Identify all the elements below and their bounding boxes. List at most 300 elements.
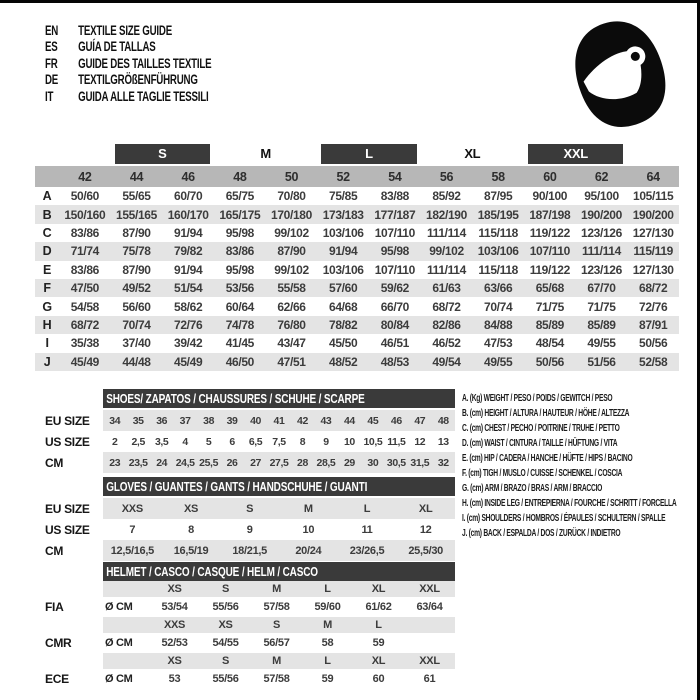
value-cell: 7,5 bbox=[272, 435, 286, 448]
value-cell: 35 bbox=[132, 414, 144, 427]
size-value-cell: 47/53 bbox=[484, 336, 513, 351]
size-value-cell: 83/86 bbox=[70, 262, 99, 277]
size-value-cell: 56/60 bbox=[122, 299, 151, 314]
size-value-cell: 57/60 bbox=[329, 281, 358, 296]
value-cell: 61 bbox=[423, 673, 436, 685]
size-value-cell: 87/90 bbox=[122, 225, 151, 240]
value-cell: 55/56 bbox=[212, 673, 239, 685]
size-value-cell: 44/48 bbox=[122, 354, 151, 369]
row-label: CM bbox=[45, 543, 64, 558]
size-value-cell: 99/102 bbox=[274, 225, 309, 240]
size-value-cell: 115/119 bbox=[633, 244, 673, 259]
size-value-cell: 41/45 bbox=[225, 336, 254, 351]
legend-item: C. (cm) CHEST / PECHO / POITRINE / TRUHE / PETTO bbox=[462, 423, 620, 434]
language-code: EN bbox=[45, 22, 59, 38]
value-cell: 2 bbox=[112, 435, 118, 448]
value-cell: 60 bbox=[372, 673, 385, 685]
size-label-cell: XXS bbox=[163, 619, 186, 631]
language-code: IT bbox=[45, 88, 54, 104]
row-values bbox=[103, 410, 455, 431]
size-value-cell: 103/106 bbox=[322, 262, 364, 277]
size-value-cell: 173/183 bbox=[322, 207, 364, 222]
helmet-size-labels bbox=[103, 581, 455, 597]
size-label-cell: XXL bbox=[419, 583, 440, 595]
language-code: FR bbox=[45, 55, 58, 71]
value-cell: 53/54 bbox=[161, 601, 188, 613]
value-cell: 45 bbox=[367, 414, 379, 427]
size-value-cell: 115/118 bbox=[478, 262, 518, 277]
value-cell: 24,5 bbox=[175, 456, 195, 469]
size-value-cell: 78/82 bbox=[329, 317, 358, 332]
spacer bbox=[45, 562, 103, 581]
size-value-cell: 80/84 bbox=[380, 317, 409, 332]
size-value-cell: 71/75 bbox=[535, 299, 564, 314]
value-cell: 23 bbox=[109, 456, 121, 469]
language-code: DE bbox=[45, 72, 59, 88]
helmet-values bbox=[103, 633, 455, 653]
size-value-cell: 55/58 bbox=[277, 281, 306, 296]
value-cell: 34 bbox=[109, 414, 121, 427]
value-cell: 30,5 bbox=[386, 456, 406, 469]
helmet-size-row bbox=[45, 617, 455, 633]
size-value-cell: 48/52 bbox=[329, 354, 358, 369]
value-cell: 24 bbox=[156, 456, 168, 469]
size-value-cell: 99/102 bbox=[274, 262, 309, 277]
size-value-cell: 48/53 bbox=[380, 354, 409, 369]
size-value-cell: 91/94 bbox=[329, 244, 358, 259]
size-value-cell: 115/118 bbox=[478, 225, 518, 240]
value-cell: 44 bbox=[343, 414, 355, 427]
language-title: TEXTILE SIZE GUIDE bbox=[78, 22, 172, 38]
size-value-cell: 111/114 bbox=[427, 225, 466, 240]
row-letter: D bbox=[42, 244, 52, 259]
helmet-table-rows bbox=[45, 581, 455, 689]
textile-table-body bbox=[35, 187, 679, 371]
size-value-cell: 54/58 bbox=[70, 299, 99, 314]
size-band-m: M bbox=[260, 146, 271, 161]
size-value-cell: 82/86 bbox=[432, 317, 461, 332]
size-value-cell: 79/82 bbox=[174, 244, 203, 259]
size-value-cell: 182/190 bbox=[426, 207, 467, 222]
row-letter: C bbox=[42, 225, 52, 240]
value-cell: 55/56 bbox=[212, 601, 239, 613]
size-column-header: 60 bbox=[543, 169, 557, 184]
row-label: CM bbox=[45, 455, 64, 470]
size-value-cell: 76/80 bbox=[277, 317, 306, 332]
value-cell: 26 bbox=[226, 456, 238, 469]
measurement-row bbox=[35, 242, 679, 260]
value-cell: 18/21,5 bbox=[232, 544, 267, 557]
size-number-row bbox=[35, 166, 679, 187]
size-value-cell: 66/70 bbox=[380, 299, 409, 314]
size-value-cell: 45/49 bbox=[70, 354, 99, 369]
size-value-cell: 72/76 bbox=[174, 317, 203, 332]
size-value-cell: 95/98 bbox=[225, 225, 254, 240]
size-label-cell: L bbox=[375, 619, 382, 631]
legend-item: H. (cm) INSIDE LEG / ENTREPIERNA / FOURCHE / SCHRITT / FORCELLA bbox=[462, 498, 677, 509]
row-values bbox=[103, 431, 455, 452]
size-band-xxl: XXL bbox=[528, 144, 623, 164]
size-label-cell: XS bbox=[218, 619, 233, 631]
language-code: ES bbox=[45, 39, 58, 55]
value-cell: 42 bbox=[297, 414, 308, 427]
size-value-cell: 119/122 bbox=[529, 225, 570, 240]
size-value-cell: 95/98 bbox=[380, 244, 409, 259]
shoes-row bbox=[45, 452, 455, 473]
legend-item: B. (cm) HEIGHT / ALTURA / HAUTEUR / HÖHE / ALTEZZA bbox=[462, 408, 630, 419]
size-label-cell: XS bbox=[167, 583, 182, 595]
size-value-cell: 47/51 bbox=[277, 354, 306, 369]
size-value-cell: 47/50 bbox=[70, 281, 99, 296]
helmet-value-row bbox=[45, 669, 455, 689]
shoes-section bbox=[45, 389, 455, 473]
spacer bbox=[45, 581, 103, 597]
value-cell: 36 bbox=[156, 414, 168, 427]
size-value-cell: 55/65 bbox=[122, 189, 151, 204]
value-cell: XXS bbox=[121, 502, 143, 515]
size-value-cell: 185/195 bbox=[477, 207, 519, 222]
value-cell: 52/53 bbox=[161, 637, 188, 649]
language-list bbox=[45, 22, 211, 105]
row-values bbox=[103, 540, 455, 561]
helmet-value-row bbox=[45, 597, 455, 617]
spacer bbox=[45, 653, 103, 669]
helmet-header-row bbox=[45, 562, 455, 581]
value-cell: 41 bbox=[273, 414, 285, 427]
size-value-cell: 61/63 bbox=[432, 281, 461, 296]
legend-item: G. (cm) ARM / BRAZO / BRAS / ARM / BRACCIO bbox=[462, 483, 603, 494]
value-cell: XL bbox=[418, 502, 433, 515]
language-title: TEXTILGRÖßENFÜHRUNG bbox=[78, 72, 198, 88]
value-cell: 53 bbox=[168, 673, 181, 685]
size-value-cell: 49/55 bbox=[587, 336, 616, 351]
size-value-cell: 51/54 bbox=[174, 281, 203, 296]
value-cell: 54/55 bbox=[212, 637, 239, 649]
shoes-row bbox=[45, 410, 455, 431]
standard-label: CMR bbox=[45, 636, 72, 650]
value-cell: 11,5 bbox=[387, 435, 406, 448]
size-value-cell: 75/78 bbox=[122, 244, 151, 259]
value-cell: 40 bbox=[250, 414, 261, 427]
value-cell: XS bbox=[183, 502, 199, 515]
shoes-row bbox=[45, 431, 455, 452]
size-value-cell: 62/66 bbox=[277, 299, 306, 314]
row-letter: E bbox=[43, 262, 51, 277]
size-value-cell: 52/58 bbox=[639, 354, 668, 369]
language-item bbox=[45, 88, 211, 105]
helmet-section bbox=[45, 562, 455, 689]
value-cell: 25,5 bbox=[199, 456, 219, 469]
size-value-cell: 127/130 bbox=[632, 262, 674, 277]
value-cell: 25,5/30 bbox=[408, 544, 443, 557]
value-cell: 31,5 bbox=[410, 456, 430, 469]
size-value-cell: 48/54 bbox=[535, 336, 564, 351]
gloves-header-row bbox=[45, 477, 455, 498]
value-cell: 12 bbox=[419, 523, 432, 536]
language-item bbox=[45, 72, 211, 89]
size-value-cell: 87/90 bbox=[122, 262, 151, 277]
value-cell: 12 bbox=[414, 435, 426, 448]
size-value-cell: 70/74 bbox=[484, 299, 513, 314]
helmet-values bbox=[103, 597, 455, 617]
legend-item: A. (Kg) WEIGHT / PESO / POIDS / GEWITCH / PESO bbox=[462, 393, 613, 404]
size-column-header: 58 bbox=[491, 169, 505, 184]
size-value-cell: 49/55 bbox=[484, 354, 513, 369]
size-value-cell: 85/92 bbox=[432, 189, 461, 204]
language-title: GUÍA DE TALLAS bbox=[78, 39, 156, 55]
gloves-table-rows bbox=[45, 498, 455, 561]
value-cell: 63/64 bbox=[416, 601, 443, 613]
size-value-cell: 74/78 bbox=[225, 317, 254, 332]
row-letter: F bbox=[43, 281, 51, 296]
size-value-cell: 49/52 bbox=[122, 281, 151, 296]
size-label-cell: L bbox=[324, 655, 331, 667]
size-value-cell: 60/70 bbox=[174, 189, 203, 204]
size-value-cell: 103/106 bbox=[322, 225, 364, 240]
value-cell: 6 bbox=[229, 435, 235, 448]
standard-label: FIA bbox=[45, 600, 64, 614]
gloves-row bbox=[45, 540, 455, 561]
value-cell: 43 bbox=[320, 414, 332, 427]
size-value-cell: 59/62 bbox=[380, 281, 409, 296]
value-cell: 10 bbox=[302, 523, 315, 536]
value-cell: M bbox=[303, 502, 313, 515]
size-column-header: 46 bbox=[181, 169, 195, 184]
value-cell: 46 bbox=[390, 414, 402, 427]
size-value-cell: 95/100 bbox=[584, 189, 619, 204]
size-column-header: 54 bbox=[388, 169, 402, 184]
standard-label: ECE bbox=[45, 672, 69, 686]
size-value-cell: 127/130 bbox=[632, 225, 674, 240]
gloves-table-header bbox=[103, 477, 455, 496]
size-band-row bbox=[35, 142, 679, 166]
size-value-cell: 83/86 bbox=[225, 244, 254, 259]
helmet-values bbox=[103, 669, 455, 689]
size-value-cell: 50/56 bbox=[639, 336, 668, 351]
value-cell: 10 bbox=[343, 435, 355, 448]
value-cell: 47 bbox=[414, 414, 426, 427]
value-cell: 20/24 bbox=[295, 544, 322, 557]
size-value-cell: 45/50 bbox=[329, 336, 358, 351]
size-value-cell: 87/91 bbox=[639, 317, 668, 332]
size-label-cell: M bbox=[272, 655, 281, 667]
row-label: US SIZE bbox=[45, 522, 90, 537]
size-value-cell: 68/72 bbox=[639, 281, 668, 296]
measurement-legend bbox=[462, 391, 690, 541]
spacer bbox=[45, 389, 103, 410]
helmet-value-row bbox=[45, 633, 455, 653]
size-value-cell: 72/76 bbox=[639, 299, 668, 314]
row-label: US SIZE bbox=[45, 434, 90, 449]
size-value-cell: 37/40 bbox=[122, 336, 151, 351]
legend-item: I. (cm) SHOULDERS / HOMBROS / ÉPAULES / SCHULTERN / SPALLE bbox=[462, 513, 666, 524]
value-cell: 13 bbox=[437, 435, 449, 448]
shoes-table-header bbox=[103, 389, 455, 408]
measurement-row bbox=[35, 316, 679, 334]
size-value-cell: 49/54 bbox=[432, 354, 461, 369]
size-label-cell: M bbox=[323, 619, 332, 631]
value-cell: 59 bbox=[372, 637, 385, 649]
size-value-cell: 68/72 bbox=[70, 317, 99, 332]
measurement-row bbox=[35, 279, 679, 297]
value-cell: 10,5 bbox=[363, 435, 383, 448]
size-value-cell: 39/42 bbox=[174, 336, 203, 351]
unit-cell: Ø CM bbox=[105, 673, 133, 685]
helmet-size-row bbox=[45, 653, 455, 669]
value-cell: 9 bbox=[246, 523, 253, 536]
size-value-cell: 35/38 bbox=[70, 336, 99, 351]
value-cell: 57/58 bbox=[263, 601, 290, 613]
value-cell: 29 bbox=[343, 456, 355, 469]
size-value-cell: 45/49 bbox=[174, 354, 203, 369]
shoes-table-title: SHOES/ ZAPATOS / CHAUSSURES / SCHUHE / SCARPE bbox=[106, 392, 365, 406]
unit-cell: Ø CM bbox=[105, 601, 133, 613]
size-label-cell: M bbox=[272, 583, 281, 595]
size-value-cell: 83/88 bbox=[380, 189, 409, 204]
language-item bbox=[45, 22, 211, 39]
size-value-cell: 123/126 bbox=[581, 225, 622, 240]
value-cell: 7 bbox=[129, 523, 136, 536]
size-value-cell: 70/74 bbox=[122, 317, 151, 332]
value-cell: 56/57 bbox=[263, 637, 290, 649]
spacer bbox=[45, 477, 103, 498]
size-value-cell: 53/56 bbox=[225, 281, 254, 296]
row-label: EU SIZE bbox=[45, 413, 90, 428]
row-letter: G bbox=[42, 299, 52, 314]
size-value-cell: 75/85 bbox=[329, 189, 358, 204]
value-cell: 61/62 bbox=[365, 601, 392, 613]
value-cell: 59 bbox=[321, 673, 334, 685]
size-label-cell: XXL bbox=[419, 655, 440, 667]
size-value-cell: 63/66 bbox=[484, 281, 513, 296]
size-value-cell: 165/175 bbox=[219, 207, 261, 222]
row-label: EU SIZE bbox=[45, 501, 90, 516]
size-value-cell: 107/110 bbox=[529, 244, 570, 259]
size-value-cell: 43/47 bbox=[277, 336, 306, 351]
value-cell: 59/60 bbox=[314, 601, 341, 613]
size-column-header: 52 bbox=[336, 169, 350, 184]
size-value-cell: 107/110 bbox=[374, 262, 415, 277]
value-cell: 38 bbox=[203, 414, 215, 427]
size-value-cell: 64/68 bbox=[329, 299, 358, 314]
value-cell: 8 bbox=[188, 523, 194, 536]
value-cell: 57/58 bbox=[263, 673, 290, 685]
size-column-header: 62 bbox=[594, 169, 609, 184]
size-value-cell: 177/187 bbox=[374, 207, 416, 222]
value-cell: 16,5/19 bbox=[173, 544, 209, 557]
size-band-s: S bbox=[115, 144, 210, 164]
measurement-row bbox=[35, 297, 679, 315]
size-value-cell: 87/95 bbox=[484, 189, 513, 204]
helmet-size-labels bbox=[103, 653, 455, 669]
row-letter: I bbox=[45, 336, 49, 351]
measurement-row bbox=[35, 187, 679, 205]
size-value-cell: 119/122 bbox=[529, 262, 570, 277]
size-value-cell: 85/89 bbox=[535, 317, 564, 332]
size-value-cell: 46/52 bbox=[432, 336, 461, 351]
size-value-cell: 51/56 bbox=[587, 354, 616, 369]
spacer bbox=[45, 617, 103, 633]
size-value-cell: 50/60 bbox=[70, 189, 99, 204]
row-letter: H bbox=[42, 317, 52, 332]
size-label-cell: S bbox=[272, 619, 281, 631]
size-value-cell: 111/114 bbox=[582, 244, 621, 259]
unit-cell: Ø CM bbox=[105, 637, 133, 649]
value-cell: 28 bbox=[297, 456, 308, 469]
size-value-cell: 58/62 bbox=[174, 299, 203, 314]
value-cell: 9 bbox=[323, 435, 329, 448]
row-letter: B bbox=[42, 207, 52, 222]
size-value-cell: 107/110 bbox=[374, 225, 415, 240]
row-letter: A bbox=[42, 189, 52, 204]
size-band-xl: XL bbox=[464, 146, 481, 161]
language-title: GUIDE DES TAILLES TEXTILE bbox=[78, 55, 212, 71]
measurement-row bbox=[35, 205, 679, 223]
value-cell: 23/26,5 bbox=[349, 544, 385, 557]
measurement-row bbox=[35, 261, 679, 279]
size-value-cell: 99/102 bbox=[429, 244, 464, 259]
value-cell: 48 bbox=[437, 414, 449, 427]
language-item bbox=[45, 55, 211, 72]
value-cell: 27 bbox=[250, 456, 261, 469]
size-value-cell: 71/74 bbox=[70, 244, 99, 259]
size-value-cell: 90/100 bbox=[532, 189, 568, 204]
row-values bbox=[103, 498, 455, 519]
size-column-header: 42 bbox=[78, 169, 92, 184]
textile-size-table bbox=[35, 142, 679, 371]
size-value-cell: 91/94 bbox=[174, 225, 203, 240]
gloves-section bbox=[45, 477, 455, 561]
legend-item: D. (cm) WAIST / CINTURA / TAILLE / HÜFTUNG / VITA bbox=[462, 438, 618, 449]
size-value-cell: 190/200 bbox=[632, 207, 674, 222]
legend-item: F. (cm) TIGH / MUSLO / CUISSE / SCHENKEL / COSCIA bbox=[462, 468, 623, 479]
helmet-size-row bbox=[45, 581, 455, 597]
size-label-cell: S bbox=[221, 655, 230, 667]
size-value-cell: 87/90 bbox=[277, 244, 306, 259]
size-value-cell: 190/200 bbox=[581, 207, 622, 222]
shoes-header-row bbox=[45, 389, 455, 410]
size-column-header: 50 bbox=[284, 169, 299, 184]
helmet-table-title: HELMET / CASCO / CASQUE / HELM / CASCO bbox=[106, 565, 318, 579]
size-value-cell: 111/114 bbox=[427, 262, 466, 277]
language-title: GUIDA ALLE TAGLIE TESSILI bbox=[78, 88, 209, 104]
size-value-cell: 105/115 bbox=[633, 189, 674, 204]
size-value-cell: 65/75 bbox=[225, 189, 254, 204]
value-cell: 2,5 bbox=[131, 435, 145, 448]
top-border-line bbox=[0, 0, 700, 3]
measurement-row bbox=[35, 353, 679, 371]
size-value-cell: 46/50 bbox=[225, 354, 254, 369]
value-cell: 28,5 bbox=[316, 456, 336, 469]
value-cell: 39 bbox=[226, 414, 238, 427]
racing-helmet-icon bbox=[570, 18, 670, 130]
size-value-cell: 85/89 bbox=[587, 317, 616, 332]
row-values bbox=[103, 519, 455, 540]
row-letter: J bbox=[43, 354, 51, 369]
shoes-table-rows bbox=[45, 410, 455, 473]
value-cell: S bbox=[246, 502, 254, 515]
size-value-cell: 60/64 bbox=[225, 299, 254, 314]
size-value-cell: 68/72 bbox=[432, 299, 461, 314]
value-cell: 58 bbox=[321, 637, 334, 649]
size-value-cell: 70/80 bbox=[277, 189, 306, 204]
gloves-table-title: GLOVES / GUANTES / GANTS / HANDSCHUHE / GUANTI bbox=[106, 480, 368, 494]
size-value-cell: 160/170 bbox=[167, 207, 209, 222]
size-label-cell: XL bbox=[371, 655, 386, 667]
size-label-cell: S bbox=[221, 583, 230, 595]
gloves-row bbox=[45, 519, 455, 540]
size-value-cell: 65/68 bbox=[535, 281, 564, 296]
